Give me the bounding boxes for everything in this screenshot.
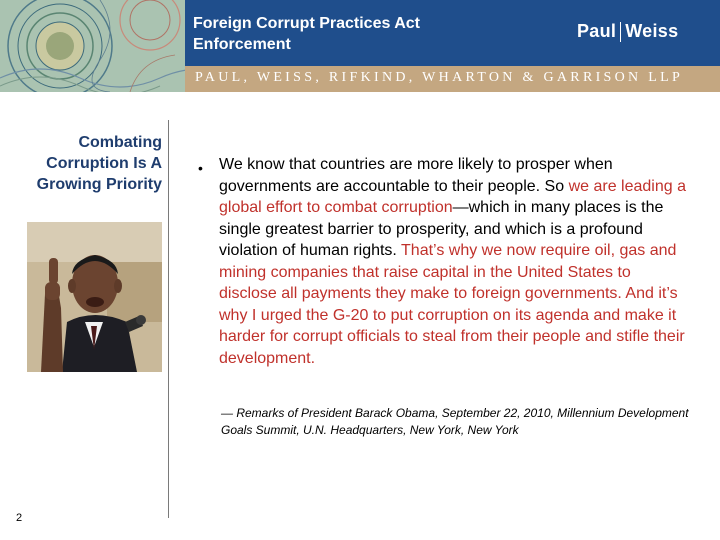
logo-text-right: Weiss bbox=[625, 21, 679, 41]
header bbox=[0, 0, 720, 92]
quote-attribution: — Remarks of President Barack Obama, September 22, 2010, Millennium Development Goals Summit, U.N. Headquarters, New York, New York bbox=[221, 406, 689, 437]
header-title-box bbox=[185, 0, 720, 66]
quote-highlight: That’s why we now require oil, gas and mining companies that raise capital in the United States to disclose all payments they make to foreign governments. And it’s why I urged the G-20 to put corruption on its agenda and make it harder for corrupt officials to steal from their people and stifle their development. bbox=[219, 242, 685, 367]
presentation-title: Foreign Corrupt Practices Act Enforcement bbox=[193, 15, 421, 53]
vertical-divider bbox=[168, 120, 169, 518]
quote-text-part: —which in many places is the single greatest barrier to prosperity, and which is a profound violation of human rights. bbox=[219, 199, 664, 259]
bullet-marker: • bbox=[198, 160, 203, 176]
paul-weiss-logo bbox=[577, 21, 678, 42]
page-number: 2 bbox=[16, 512, 23, 524]
sidebar-title: Combating Corruption Is A Growing Priority bbox=[36, 134, 162, 193]
quote-text-part: We know that countries are more likely to prosper when governments are accountable to their people. So bbox=[219, 156, 613, 195]
quote-text bbox=[219, 154, 689, 369]
quote-highlight: we are leading a global effort to combat corruption bbox=[219, 177, 686, 216]
firm-name: PAUL, WEISS, RIFKIND, WHARTON & GARRISON LLP bbox=[195, 70, 684, 85]
logo-divider bbox=[620, 22, 621, 42]
speaker-photo bbox=[27, 222, 162, 372]
firm-name-strip bbox=[185, 66, 720, 92]
banknote-graphic bbox=[0, 0, 185, 92]
logo-text-left: Paul bbox=[577, 21, 617, 41]
